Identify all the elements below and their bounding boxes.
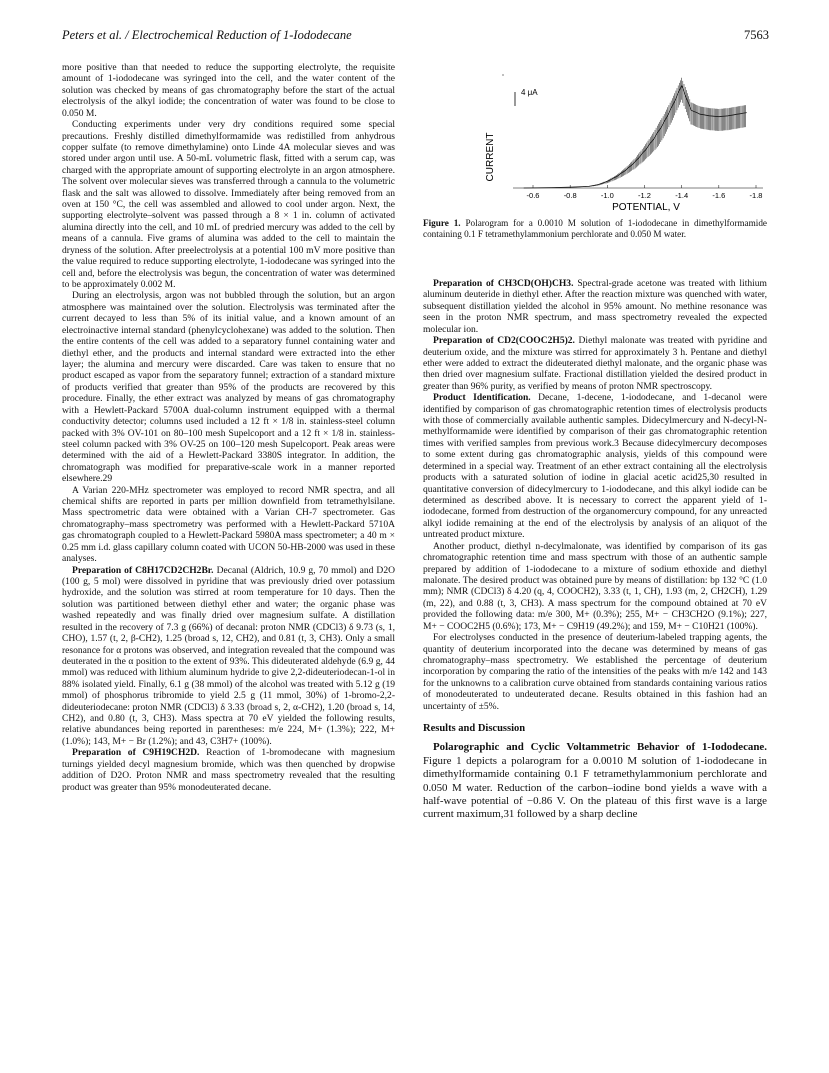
left-column bbox=[62, 62, 395, 793]
polarogram-trace bbox=[524, 86, 747, 189]
right-column bbox=[423, 278, 767, 822]
prep-text: Decanal (Aldrich, 10.9 g, 70 mmol) and D2O (100 g, 5 mol) were dissolved in pyridine that was previously dried over potassium hydroxide, and the solution was stirred at room temperature for 10 days. Then the solution was partitioned between diethyl ether and water; the organic phase was washed repeatedly and was finally dried over magnesium sulfate. A distillation resulted in the recovery of 7.3 g (66%) of decanal: proton NMR (CDCl3) δ 9.73 (s, 1, CHO), 1.57 (t, 2, β-CH2), 1.25 (broad s, 12, CH2), and 0.81 (t, 3, CH3). Only a small resonance for α protons was observed, and integration revealed that the compound was deuterated in the α position to the extent of 93%. This dideuterated aldehyde (6.9 g, 44 mmol) was reduced with lithium aluminum hydride to give 2,2-dideuteriodecan-1-ol in 88% isolated yield. Finally, 6.1 g (38 mmol) of the alcohol was treated with 5.12 g (19 mmol) of phosphorus tribromide to yield 2.5 g (11 mmol, 30%) of 1-bromo-2,2-dideuteriodecane: proton NMR (CDCl3) δ 3.33 (broad s, 2, α-CH2), 1.20 (broad s, 14, CH2), and 0.80 (t, 3, CH3). Mass spectra at 70 eV yielded the following results, relative abundances being reported in parentheses: m/e 224, M+ (1.3%); 222, M+ (1.0%); 143, M+ − Br (1.2%); and 43, C3H7+ (100%). bbox=[62, 564, 395, 747]
running-title: Peters et al. / Electrochemical Reduction of 1-Iododecane bbox=[62, 28, 352, 42]
paragraph: Conducting experiments under very dry conditions required some special precautions. Freshly distilled dimethylformamide was redistilled from anhydrous copper sulfate (to remove dimethylamine) onto Linde 4A molecular sieves and was stored under argon until use. A 50-mL volumetric flask, fitted with a serum cap, was charged with the appropriate amount of supporting electrolyte in an argon atmosphere. The solvent over molecular sieves was transferred through a cannula to the volumetric flask and the salt was allowed to dissolve. Immediately after being removed from an oven at 150 °C, the cell was assembled and allowed to cool under argon. Next, the supporting electrolyte–solvent was passed through a 8 × 1 in. column of activated alumina directly into the cell, and 10 mL of predried mercury was added to the cell by means of a cannula. Five grams of alumina was added to the cell to maintain the dryness of the solution. After preelectrolysis at a potential 100 mV more positive than the value required to reduce supporting electrolyte, 1-iododecane was syringed into the cell and, before the electrolysis was begun, the concentration of water was determined to be approximately 0.002 M. bbox=[62, 119, 395, 291]
x-tick-label: -1.2 bbox=[638, 191, 651, 200]
results-heading: Results and Discussion bbox=[423, 723, 526, 735]
x-tick-label: -1.8 bbox=[749, 191, 763, 200]
results-subtitle: Polarographic and Cyclic Voltammetric Behavior of 1-Iododecane. bbox=[433, 741, 767, 754]
prep-text: Spectral-grade acetone was treated with lithium aluminum deuteride in diethyl ether. After the reaction mixture was quenched with water, subsequent distillation yielded the alcohol in 95% amount. No methine resonance was seen in the proton NMR spectrum, and mass spectrometry revealed the expected molecular ion. bbox=[423, 278, 767, 335]
prep-title: Preparation of C9H19CH2D. bbox=[72, 747, 200, 759]
prep-paragraph-4 bbox=[423, 335, 767, 392]
caption-text: Polarogram for a 0.0010 M solution of 1-iododecane in dimethylformamide containing 0.1 F tetramethylammonium perchlorate and 0.050 M water. bbox=[423, 218, 767, 239]
x-tick-label: -1.4 bbox=[675, 191, 689, 200]
paragraph: more positive than that needed to reduce the supporting electrolyte, the requisite amount of 1-iododecane was syringed into the cell, and the water content of the solution was checked by means of gas chromatography before the start of the actual electrolysis of the alkyl iodide; the concentration of water was found to be close to 0.050 M. bbox=[62, 62, 395, 119]
paragraph: During an electrolysis, argon was not bubbled through the solution, but an argon atmosphere was maintained over the solution. Electrolysis was terminated after the current decayed to less than 5% of its initial value, and a known amount of an electroinactive internal standard (phenylcyclohexane) was added to the solution. Then the entire contents of the cell was added to a separatory funnel containing water and diethyl ether, and the products and internal standard were extracted into the ether layer; the alumina and mercury were discarded. Care was taken to ensure that no product escaped as vapor from the separatory funnel; extraction of a standard mixture of products verified that greater than 95% of the products are recovered by this procedure. Finally, the ether extract was analyzed by means of gas chromatography with a Hewlett-Packard 5700A dual-column instrument equipped with a thermal conductivity detector; columns used included a 12 ft × 1/8 in. stainless-steel column packed with 3% OV-101 on 80–100 mesh Supelcoport and a 12 ft × 1/8 in. stainless-steel column packed with 3% OV-25 on 100–120 mesh Supelcoport. Peak areas were determined with the aid of a Hewlett-Packard 3380S integrator. In addition, the chromatograph was modified for preparative-scale work in a manner reported elsewhere.29 bbox=[62, 290, 395, 485]
section-title: Product Identification. bbox=[433, 392, 531, 404]
x-axis-label: POTENTIAL, V bbox=[612, 202, 680, 212]
y-axis-label: CURRENT bbox=[485, 132, 496, 182]
paragraph: A Varian 220-MHz spectrometer was employed to record NMR spectra, and all chemical shifts are reported in parts per million downfield from tetramethylsilane. Mass spectrometric data were obtained with a Varian CH-7 spectrometer. Gas chromatography–mass spectrometry was performed with a Hewlett-Packard 5710A gas chromatograph coupled to a Hewlett-Packard 5980A mass spectrometer; a 40 m × 0.25 mm i.d. glass capillary column coated with UCON 50-HB-2000 was used in these analyses. bbox=[62, 484, 395, 565]
x-tick-label: -1.0 bbox=[600, 191, 614, 200]
caption-label: Figure 1. bbox=[423, 218, 461, 228]
scale-label: 4 μA bbox=[521, 88, 538, 97]
prep-paragraph-2 bbox=[62, 747, 395, 793]
figure-caption bbox=[423, 218, 767, 240]
paragraph: For electrolyses conducted in the presence of deuterium-labeled trapping agents, the quantity of deuterium incorporated into the decane was determined by means of gas chromatography–mass spectrometry. We established the percentage of deuterium incorporation by comparing the ratio of the intensities of the peaks with m/e 142 and 143 for the unknowns to a calibration curve obtained from standards containing various ratios of monodeuterated to undeuterated decane. Results obtained in this fashion had an uncertainty of ±5%. bbox=[423, 632, 767, 712]
page-number: 7563 bbox=[744, 28, 769, 42]
product-id-paragraph bbox=[423, 392, 767, 540]
x-tick-label: -0.6 bbox=[526, 191, 540, 200]
results-text: Figure 1 depicts a polarogram for a 0.0010 M solution of 1-iododecane in dimethylformamide containing 0.1 F tetramethylammonium perchlorate and 0.050 M water. Reduction of the carbon–iodine bond yields a wave with a half-wave potential of −0.86 V. On the plateau of this first wave is a large current maximum,31 followed by a sharp decline bbox=[423, 754, 767, 821]
paragraph: Another product, diethyl n-decylmalonate, was identified by comparison of its gas chromatographic retention time and mass spectrum with those of an authentic sample prepared by addition of 1-iododecane to a mixture of sodium ethoxide and diethyl malonate. The desired product was obtained pure by means of distillation: bp 132 °C (1.0 mm); NMR (CDCl3) δ 4.20 (q, 4, COOCH2), 3.33 (t, 1, CH), 1.93 (m, 2, CH2CH), 1.29 (m, 22), and 0.88 (t, 3, CH3). A mass spectrum for the compound obtained at 70 eV provided the following data: m/e 300, M+ (0.3%); 255, M+ − CH3CH2O (9.1%); 227, M+ − COOC2H5 (0.6%); 173, M+ − C9H19 (49.2%); and 159, M+ − C10H21 (100%). bbox=[423, 540, 767, 632]
x-tick-label: -0.8 bbox=[563, 191, 577, 200]
x-tick-label: -1.6 bbox=[712, 191, 726, 200]
polarogram-chart bbox=[423, 62, 767, 212]
prep-paragraph-1 bbox=[62, 565, 395, 748]
prep-title: Preparation of CH3CD(OH)CH3. bbox=[433, 278, 574, 289]
prep-paragraph-3 bbox=[423, 278, 767, 335]
prep-text: Diethyl malonate was treated with pyridine and deuterium oxide, and the mixture was stirred for approximately 3 h. Pentane and diethyl ether were added to extract the dideuterated diethyl malonate, and the organic phase was then dried over magnesium sulfate. Fractional distillation yielded the desired product in greater than 96% purity, as verified by means of proton NMR spectroscopy. bbox=[423, 335, 768, 392]
prep-title: Preparation of C8H17CD2CH2Br. bbox=[72, 564, 214, 576]
results-paragraph bbox=[423, 741, 767, 821]
prep-text: Reaction of 1-bromodecane with magnesium turnings yielded decyl magnesium bromide, which was then quenched by dropwise addition of D2O. Proton NMR and mass spectrometry revealed that the resulting product was greater than 95% monodeuterated decane. bbox=[62, 747, 396, 793]
prep-title: Preparation of CD2(COOC2H5)2. bbox=[433, 335, 575, 347]
section-text: Decane, 1-decene, 1-iododecane, and 1-decanol were identified by comparison of gas chromatographic retention times of electrolysis products with those of commercially available authentic samples. Didecylmercury and N-decyl-N-methylformamide were identified by comparison of their gas chromatographic retention times with verified samples from previous work.3 Because didecylmercury decomposes to some extent during gas chromatographic analysis, yields of this compound were determined in a special way. Treatment of an ether extract containing all the electrolysis products with a saturated solution of iodine in glacial acetic acid25,30 resulted in quantitative conversion of didecylmercury to 1-iododecane, and this alkyl iodide can be determined as described above. It is necessary to correct the apparent yield of 1-iododecane, formed from destruction of the organomercury compound, for any unreacted alkyl iodide remaining at the end of the electrolysis by analysis of an aliquot of the untreated product mixture. bbox=[423, 392, 767, 541]
